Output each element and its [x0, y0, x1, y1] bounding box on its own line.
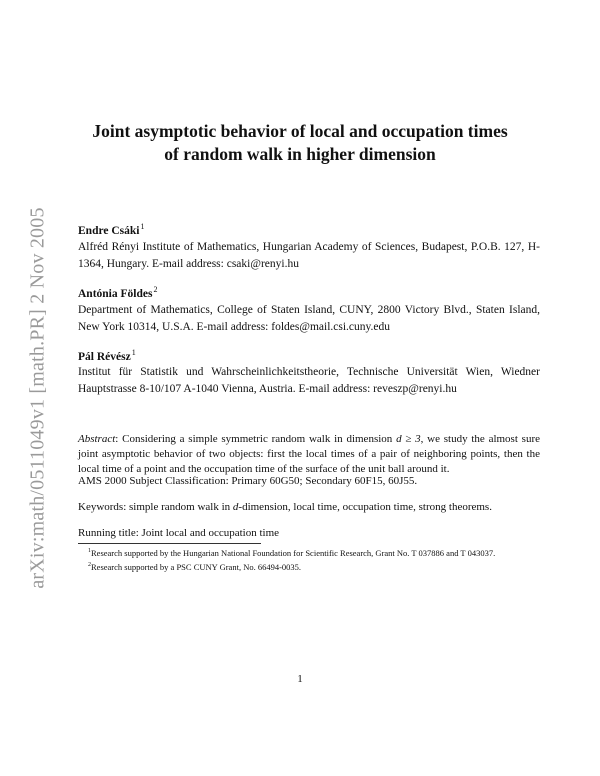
footnotes: [78, 545, 540, 573]
abstract-text-start: : Considering a simple symmetric random walk in dimension: [115, 433, 397, 445]
author-name: Antónia Földes: [78, 287, 153, 300]
abstract-text-end: , we study the almost sure joint asymptotic behavior of two objects: first the local times of a pair of neighboring points, then the local time of a point and the occupation time of the surface of the unit ball around it.: [78, 433, 540, 475]
page-number: 1: [297, 673, 303, 685]
author-affiliation: Alfréd Rényi Institute of Mathematics, Hungarian Academy of Sciences, Budapest, P.O.B. 127, H-1364, Hungary. E-mail address: csaki@renyi.hu: [78, 240, 540, 270]
title-line-1: Joint asymptotic behavior of local and occupation times: [92, 121, 508, 141]
abstract: [78, 432, 540, 477]
keywords-suffix: -dimension, local time, occupation time, strong theorems.: [238, 501, 492, 513]
footnote-mark: 1: [131, 347, 136, 357]
footnote-mark: 1: [140, 222, 145, 231]
footnote-text: Research supported by a PSC CUNY Grant, No. 66494-0035.: [91, 561, 302, 572]
author-block: [78, 345, 540, 399]
paper-title: [0, 120, 600, 166]
keywords-prefix: Keywords: simple random walk in: [78, 501, 233, 513]
author-block: [78, 282, 540, 336]
footnote-divider: [78, 543, 261, 544]
author-name: Pál Révész: [78, 350, 131, 363]
keywords: [78, 500, 548, 515]
abstract-math: d ≥ 3: [396, 433, 421, 445]
footnote-mark: 2: [153, 284, 158, 294]
author-affiliation: Department of Mathematics, College of Staten Island, CUNY, 2800 Victory Blvd., Staten Island, New York 10314, U.S.A. E-mail address: foldes@mail.csi.cuny.edu: [78, 303, 540, 333]
abstract-label: Abstract: [78, 433, 116, 445]
footnote: [78, 545, 540, 559]
author-list: [78, 219, 540, 407]
author-block: [78, 219, 540, 273]
footnote-mark: 2: [88, 561, 91, 568]
author-name: Endre Csáki: [78, 224, 140, 237]
keywords-math: d: [232, 501, 239, 513]
title-line-2: of random walk in higher dimension: [164, 144, 436, 164]
footnote-mark: 1: [88, 548, 91, 554]
author-affiliation: Institut für Statistik und Wahrscheinlichkeitstheorie, Technische Universität Wien, Wiedner Hauptstrasse 8-10/107 A-1040 Vienna, Austria. E-mail address: reveszp@renyi.hu: [78, 366, 540, 396]
footnote-text: Research supported by the Hungarian National Foundation for Scientific Research, Grant No. T 037886 and T 043037.: [91, 547, 496, 558]
footnote: [78, 559, 540, 573]
subject-classification: AMS 2000 Subject Classification: Primary 60G50; Secondary 60F15, 60J55.: [78, 475, 418, 487]
running-title: Running title: Joint local and occupation time: [78, 527, 280, 539]
arxiv-identifier-stamp: arXiv:math/0511049v1 [math.PR] 2 Nov 2005: [26, 207, 49, 589]
